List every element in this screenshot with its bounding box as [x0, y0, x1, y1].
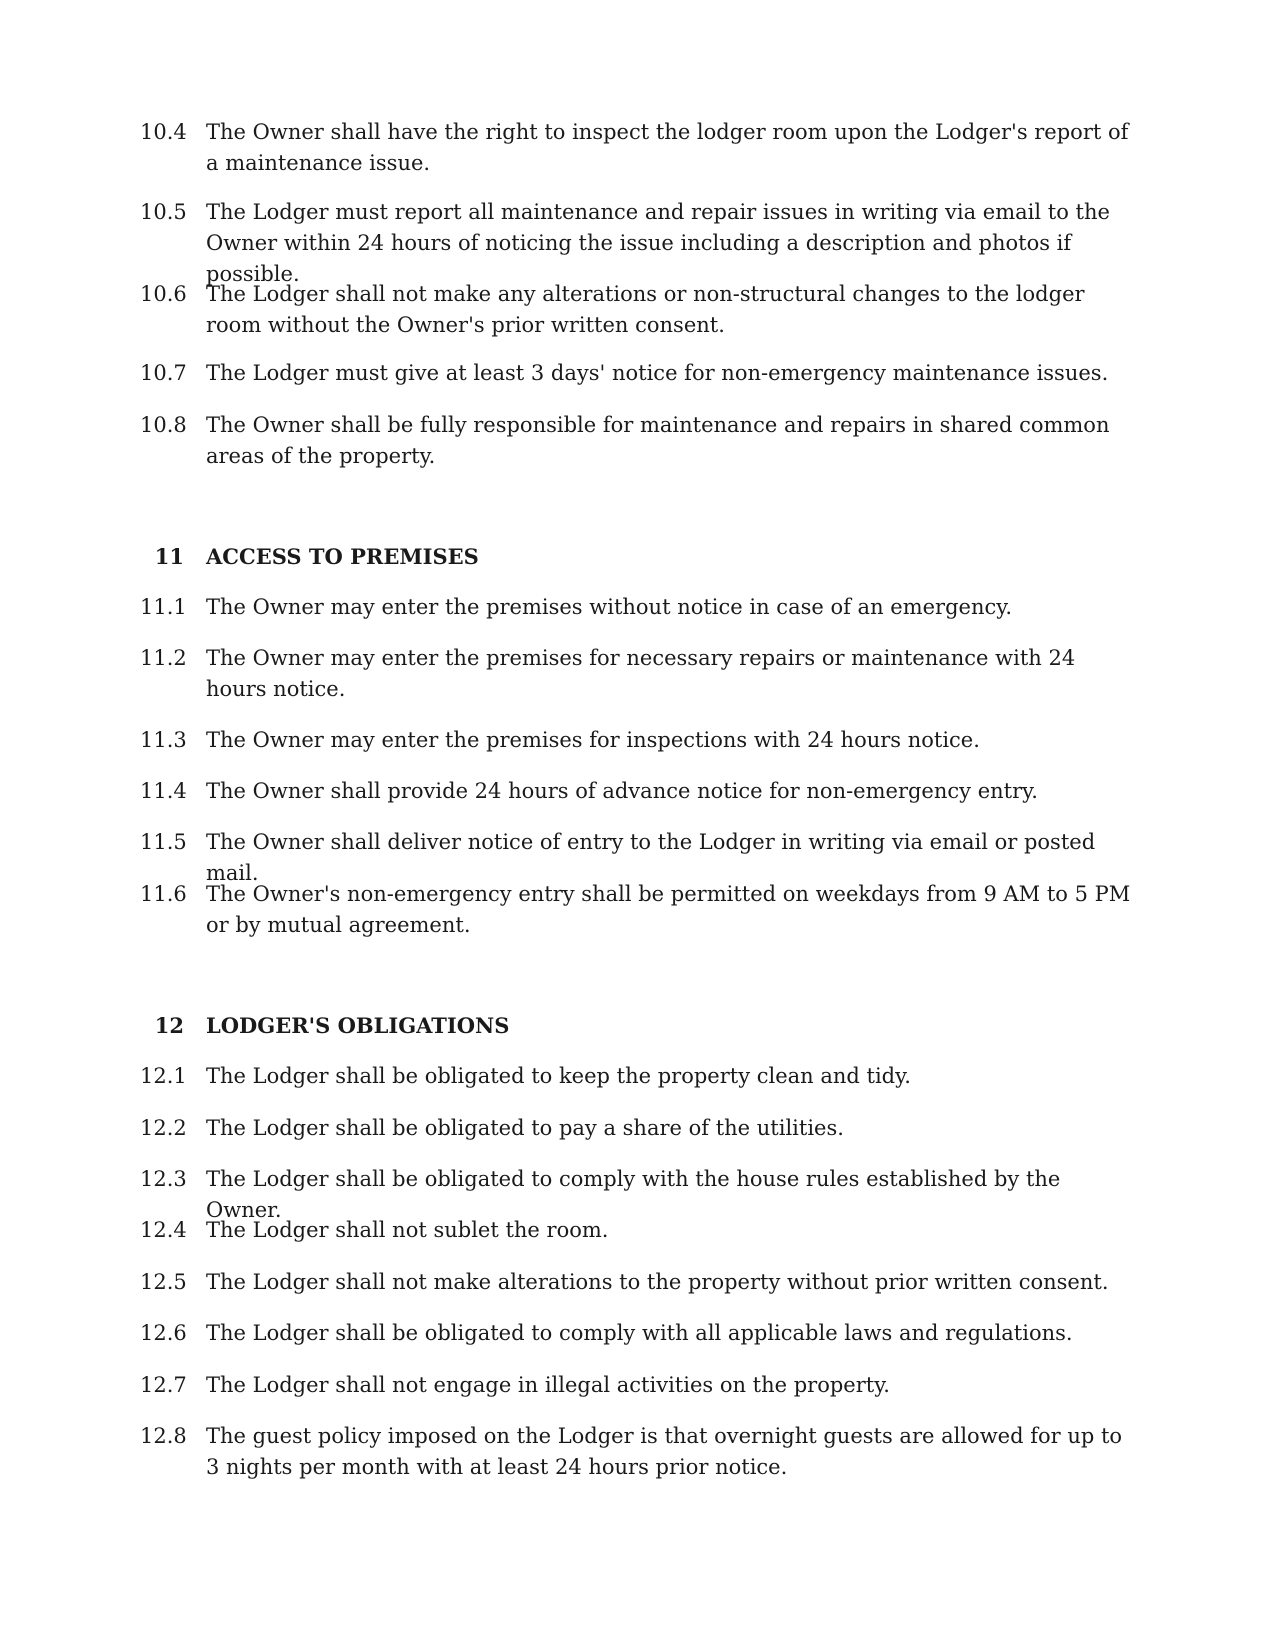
clause-text: The Lodger must report all maintenance and repair issues in writing via email to the Owner within 24 hours of noticing the issue including a description and photos if possible. [206, 200, 1110, 286]
clause-text: The Owner shall have the right to inspect the lodger room upon the Lodger's report of a maintenance issue. [206, 120, 1129, 175]
clause-text: The Owner's non-emergency entry shall be permitted on weekdays from 9 AM to 5 PM or by mutual agreement. [206, 882, 1131, 937]
clause-text: The Owner may enter the premises for inspections with 24 hours notice. [206, 728, 980, 752]
clause-text: The Owner may enter the premises for necessary repairs or maintenance with 24 hours notice. [206, 646, 1076, 701]
clause-number: 12.2 [140, 1116, 187, 1140]
clause-number: 11.1 [140, 595, 187, 619]
clause-number: 11.2 [140, 646, 187, 670]
clause-number: 12.5 [140, 1270, 187, 1294]
clause-text: The Lodger shall not make any alterations or non-structural changes to the lodger room without the Owner's prior written consent. [206, 282, 1085, 337]
clause-number: 10.7 [140, 361, 187, 385]
clause-number: 12.7 [140, 1373, 187, 1397]
clause-number: 11.5 [140, 830, 187, 854]
section-number: 11 [154, 544, 184, 569]
clause-number: 12.8 [140, 1424, 187, 1448]
clause-text: The Owner shall provide 24 hours of advance notice for non-emergency entry. [206, 779, 1038, 803]
section-title: LODGER'S OBLIGATIONS [206, 1013, 510, 1038]
clause-number: 12.6 [140, 1321, 187, 1345]
clause-number: 12.3 [140, 1167, 187, 1191]
clause-text: The Lodger shall not sublet the room. [206, 1218, 609, 1242]
section-number: 12 [154, 1013, 184, 1038]
clause-number: 11.6 [140, 882, 187, 906]
clause-number: 10.4 [140, 120, 187, 144]
clause-number: 10.8 [140, 413, 187, 437]
clause-number: 10.5 [140, 200, 187, 224]
clause-text: The Owner shall deliver notice of entry to the Lodger in writing via email or posted mail. [206, 830, 1096, 885]
clause-text: The Lodger shall be obligated to pay a share of the utilities. [206, 1116, 844, 1140]
clause-number: 11.3 [140, 728, 187, 752]
clause-text: The Lodger shall be obligated to comply with all applicable laws and regulations. [206, 1321, 1073, 1345]
clause-number: 11.4 [140, 779, 187, 803]
clause-number: 12.1 [140, 1064, 187, 1088]
clause-number: 10.6 [140, 282, 187, 306]
clause-text: The Lodger shall be obligated to comply with the house rules established by the Owner. [206, 1167, 1061, 1222]
section-title: ACCESS TO PREMISES [206, 544, 479, 569]
clause-text: The Owner may enter the premises without notice in case of an emergency. [206, 595, 1012, 619]
clause-text: The Lodger shall not make alterations to the property without prior written consent. [206, 1270, 1109, 1294]
clause-text: The Lodger must give at least 3 days' notice for non-emergency maintenance issues. [206, 361, 1109, 385]
clause-text: The Owner shall be fully responsible for maintenance and repairs in shared common areas of the property. [206, 413, 1110, 468]
clause-text: The Lodger shall not engage in illegal activities on the property. [206, 1373, 890, 1397]
clause-text: The guest policy imposed on the Lodger is that overnight guests are allowed for up to 3 nights per month with at least 24 hours prior notice. [206, 1424, 1123, 1479]
clause-text: The Lodger shall be obligated to keep the property clean and tidy. [206, 1064, 911, 1088]
clause-number: 12.4 [140, 1218, 187, 1242]
